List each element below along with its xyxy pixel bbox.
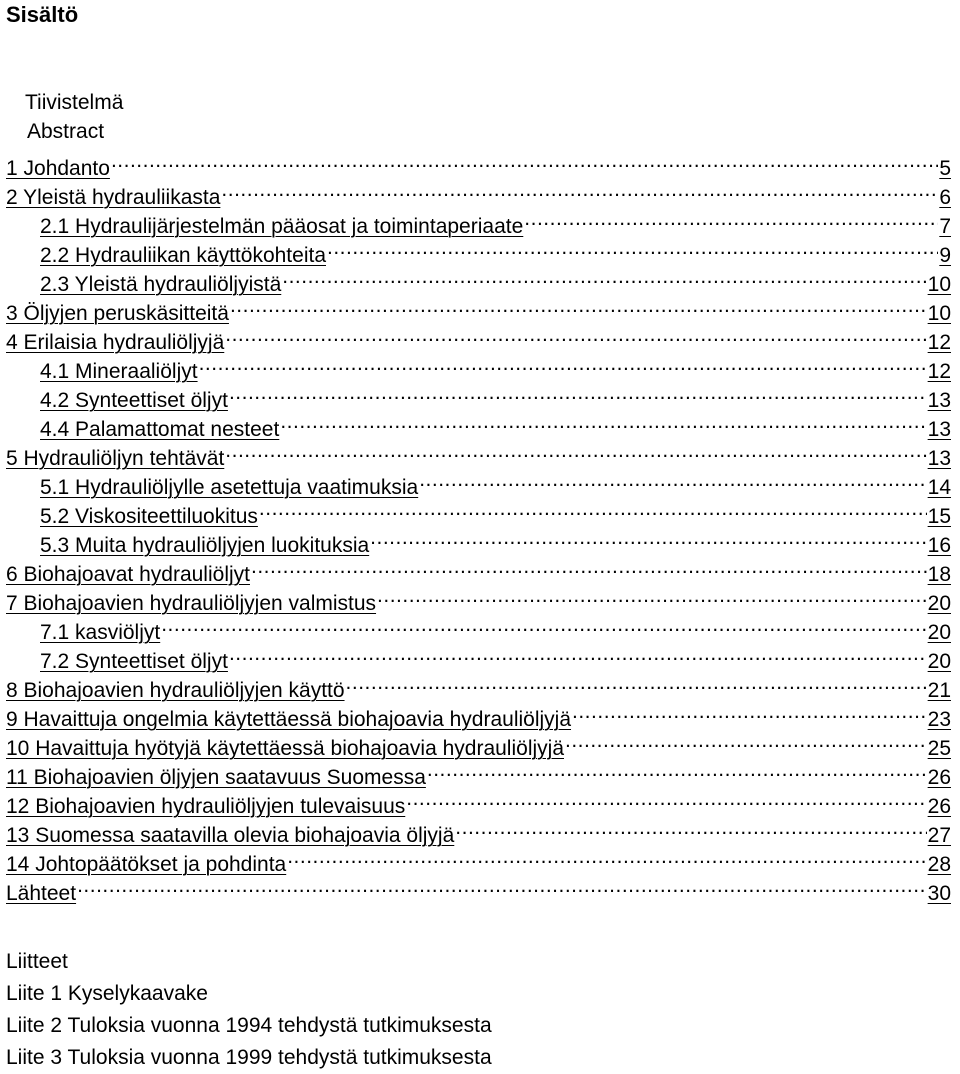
toc-entry-page: 5 — [939, 157, 951, 180]
toc-entry-page: 13 — [927, 447, 951, 470]
toc-leader-dots — [572, 697, 927, 726]
toc-leader-dots — [161, 610, 926, 639]
toc-entry-label: 10 Havaittuja hyötyjä käytettäessä biohajoavia hydrauliöljyjä — [6, 737, 564, 760]
toc-entry-label: 7.1 kasviöljyt — [40, 621, 161, 644]
toc-entry-page: 20 — [927, 621, 951, 644]
toc-leader-dots — [77, 871, 927, 900]
toc-entry-label: 11 Biohajoavien öljyjen saatavuus Suomessa — [6, 766, 426, 789]
toc-entry-label: 8 Biohajoavien hydrauliöljyjen käyttö — [6, 679, 345, 702]
toc-entry-page: 23 — [927, 708, 951, 731]
appendix-item-2[interactable]: Liite 2 Tuloksia vuonna 1994 tehdystä tutkimuksesta — [6, 1014, 492, 1037]
front-matter-list — [0, 88, 960, 146]
appendix-item-1[interactable]: Liite 1 Kyselykaavake — [6, 982, 208, 1005]
toc-entry-label: 13 Suomessa saatavilla olevia biohajoavia öljyjä — [6, 824, 455, 847]
toc-leader-dots — [111, 146, 938, 175]
toc-entry-label: 2.2 Hydrauliikan käyttökohteita — [40, 244, 326, 267]
toc-leader-dots — [427, 755, 927, 784]
toc-entry-page: 21 — [927, 679, 951, 702]
toc-entry-page: 7 — [939, 215, 951, 238]
table-of-contents — [0, 146, 960, 905]
toc-entry-label: 5.2 Viskositeettiluokitus — [40, 505, 258, 528]
toc-leader-dots — [221, 175, 938, 204]
toc-entry-label: 4.1 Mineraaliöljyt — [40, 360, 198, 383]
front-matter-tiivistelma[interactable]: Tiivistelmä — [25, 91, 124, 114]
toc-leader-dots — [259, 494, 927, 523]
toc-entry-page: 13 — [927, 389, 951, 412]
toc-leader-dots — [225, 320, 926, 349]
toc-leader-dots — [230, 291, 927, 320]
toc-entry-label: 5.3 Muita hydrauliöljyjen luokituksia — [40, 534, 370, 557]
toc-entry-page: 26 — [927, 795, 951, 818]
toc-leader-dots — [370, 523, 926, 552]
toc-entry-page: 20 — [927, 650, 951, 673]
toc-entry-page: 10 — [927, 302, 951, 325]
toc-entry-page: 20 — [927, 592, 951, 615]
toc-leader-dots — [229, 639, 927, 668]
toc-entry-label: 5 Hydrauliöljyn tehtävät — [6, 447, 225, 470]
front-matter-abstract[interactable]: Abstract — [27, 120, 105, 143]
toc-entry-2[interactable] — [0, 175, 960, 209]
toc-entry-page: 10 — [927, 273, 951, 296]
toc-entry-label: 1 Johdanto — [6, 157, 110, 180]
toc-leader-dots — [419, 465, 926, 494]
toc-leader-dots — [377, 581, 927, 610]
toc-leader-dots — [229, 378, 927, 407]
toc-entry-page: 26 — [927, 766, 951, 789]
toc-entry-label: 7 Biohajoavien hydrauliöljyjen valmistus — [6, 592, 377, 615]
toc-entry-label: 2.3 Yleistä hydrauliöljyistä — [40, 273, 282, 296]
toc-entry-label: 5.1 Hydrauliöljylle asetettuja vaatimuksia — [40, 476, 419, 499]
toc-entry-label: 6 Biohajoavat hydrauliöljyt — [6, 563, 250, 586]
toc-entry-label: 12 Biohajoavien hydrauliöljyjen tulevaisuus — [6, 795, 406, 818]
toc-entry-label: 3 Öljyjen peruskäsitteitä — [6, 302, 229, 325]
toc-entry-page: 27 — [927, 824, 951, 847]
toc-entry-page: 12 — [927, 360, 951, 383]
toc-entry-label: 9 Havaittuja ongelmia käytettäessä biohajoavia hydrauliöljyjä — [6, 708, 572, 731]
toc-entry-label: 2 Yleistä hydrauliikasta — [6, 186, 221, 209]
toc-entry-label: 2.1 Hydraulijärjestelmän pääosat ja toimintaperiaate — [40, 215, 524, 238]
toc-leader-dots — [225, 436, 926, 465]
toc-entry-1[interactable] — [0, 146, 960, 180]
toc-entry-page: 30 — [927, 882, 951, 905]
toc-entry-page: 18 — [927, 563, 951, 586]
appendix-heading: Liitteet — [6, 950, 68, 973]
toc-entry-page: 28 — [927, 853, 951, 876]
toc-leader-dots — [346, 668, 927, 697]
toc-leader-dots — [280, 407, 926, 436]
toc-entry-page: 13 — [927, 418, 951, 441]
appendix-item-3[interactable]: Liite 3 Tuloksia vuonna 1999 tehdystä tutkimuksesta — [6, 1046, 492, 1069]
toc-entry-label: Lähteet — [6, 882, 77, 905]
toc-leader-dots — [406, 784, 926, 813]
toc-entry-page: 25 — [927, 737, 951, 760]
toc-entry-page: 16 — [927, 534, 951, 557]
toc-leader-dots — [524, 204, 938, 233]
toc-leader-dots — [565, 726, 927, 755]
toc-leader-dots — [251, 552, 927, 581]
toc-entry-label: 14 Johtopäätökset ja pohdinta — [6, 853, 287, 876]
toc-entry-label: 4 Erilaisia hydrauliöljyjä — [6, 331, 225, 354]
toc-entry-label: 4.2 Synteettiset öljyt — [40, 389, 228, 412]
appendix-list — [0, 946, 960, 1074]
toc-leader-dots — [455, 813, 926, 842]
toc-entry-page: 12 — [927, 331, 951, 354]
toc-entry-page: 6 — [939, 186, 951, 209]
page-title: Sisältö — [6, 2, 79, 27]
toc-leader-dots — [199, 349, 927, 378]
toc-entry-page: 15 — [927, 505, 951, 528]
toc-entry-label: 7.2 Synteettiset öljyt — [40, 650, 228, 673]
toc-entry-page: 9 — [939, 244, 951, 267]
toc-leader-dots — [282, 262, 926, 291]
toc-leader-dots — [327, 233, 938, 262]
toc-leader-dots — [287, 842, 926, 871]
toc-entry-lahteet[interactable] — [0, 871, 960, 905]
toc-entry-page: 14 — [927, 476, 951, 499]
toc-entry-label: 4.4 Palamattomat nesteet — [40, 418, 280, 441]
